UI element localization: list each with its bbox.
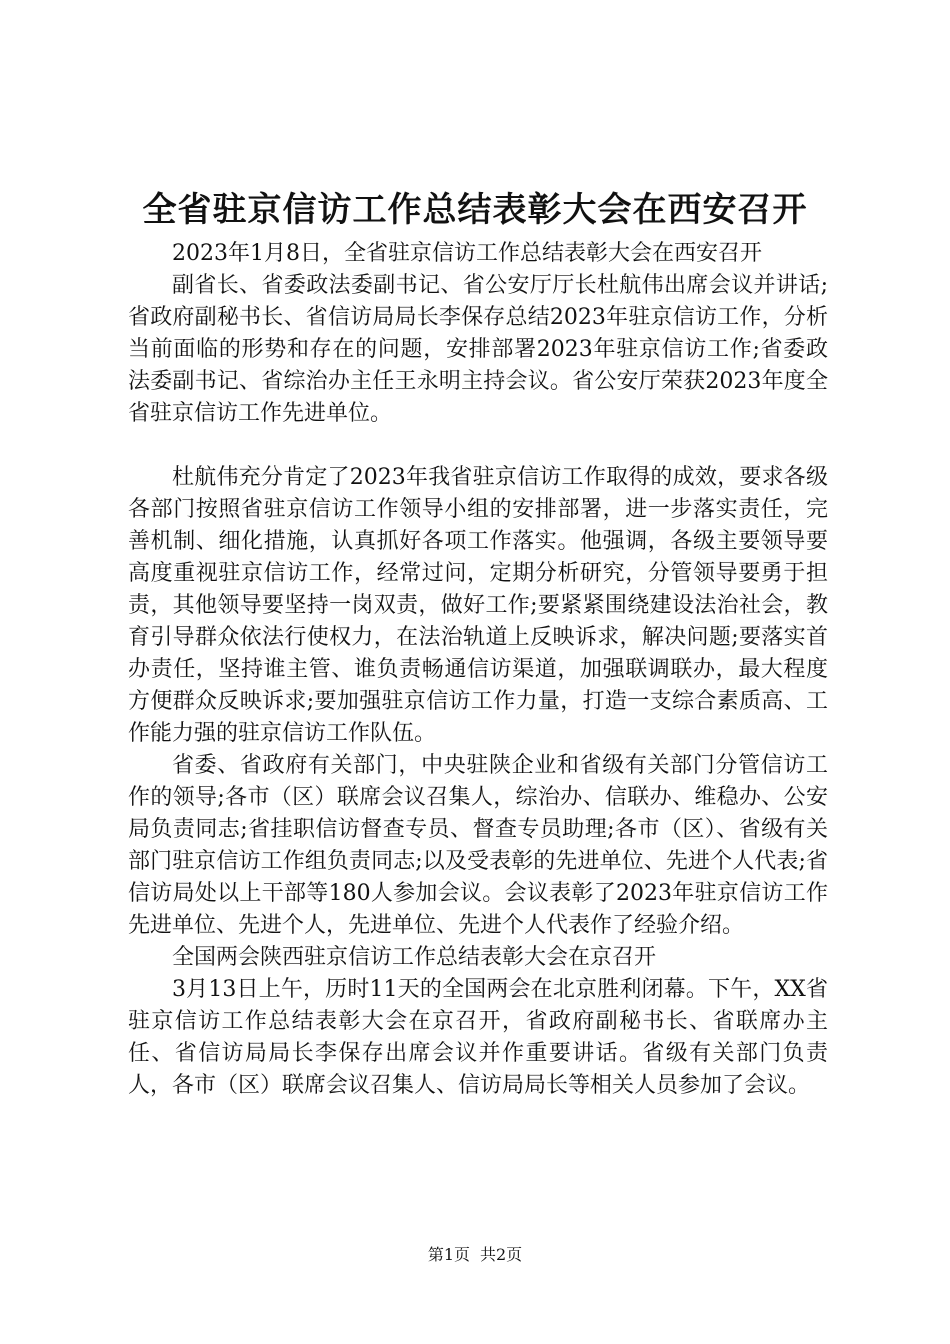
page-footer bbox=[0, 1244, 950, 1266]
paragraph-subheading: 全国两会陕西驻京信访工作总结表彰大会在京召开 bbox=[172, 945, 657, 970]
paragraph-beijing-meeting: 3月13日上午，历时11天的全国两会在北京胜利闭幕。下午，XX省驻京信访工作总结表彰大会在京召开，省政府副秘书长、省联席办主任、省信访局局长李保存出席会议并作重要讲话。省级有关部门负责人，各市（区）联席会议召集人、信访局局长等相关人员参加了会议。 bbox=[128, 977, 828, 1098]
document-title: 全省驻京信访工作总结表彰大会在西安召开 bbox=[142, 190, 808, 230]
paragraph-gap bbox=[128, 430, 828, 462]
page-number: 第1页 bbox=[427, 1245, 470, 1264]
paragraph-speech: 杜航伟充分肯定了2023年我省驻京信访工作取得的成效，要求各级各部门按照省驻京信访工作领导小组的安排部署，进一步落实责任，完善机制、细化措施，认真抓好各项工作落实。他强调，各级主要领导要高度重视驻京信访工作，经常过问，定期分析研究，分管领导要勇于担责，其他领导要坚持一岗双责，做好工作;要紧紧围绕建设法治社会，教育引导群众依法行使权力，在法治轨道上反映诉求，解决问题;要落实首办责任，坚持谁主管、谁负责畅通信访渠道，加强联调联办，最大程度方便群众反映诉求;要加强驻京信访工作力量，打造一支综合素质高、工作能力强的驻京信访工作队伍。 bbox=[128, 465, 828, 746]
paragraph-participants: 省委、省政府有关部门，中央驻陕企业和省级有关部门分管信访工作的领导;各市（区）联席会议召集人，综治办、信联办、维稳办、公安局负责同志;省挂职信访督查专员、督查专员助理;各市（区）、省级有关部门驻京信访工作组负责同志;以及受表彰的先进单位、先进个人代表;省信访局处以上干部等180人参加会议。会议表彰了2023年驻京信访工作先进单位、先进个人，先进单位、先进个人代表作了经验介绍。 bbox=[128, 753, 828, 938]
page-total: 共2页 bbox=[480, 1245, 523, 1264]
document-body bbox=[128, 238, 828, 1102]
paragraph-date: 2023年1月8日，全省驻京信访工作总结表彰大会在西安召开 bbox=[172, 241, 762, 266]
paragraph-attendees: 副省长、省委政法委副书记、省公安厅厅长杜航伟出席会议并讲话;省政府副秘书长、省信访局局长李保存总结2023年驻京信访工作，分析当前面临的形势和存在的问题，安排部署2023年驻京信访工作;省委政法委副书记、省综治办主任王永明主持会议。省公安厅荣获2023年度全省驻京信访工作先进单位。 bbox=[128, 273, 828, 426]
